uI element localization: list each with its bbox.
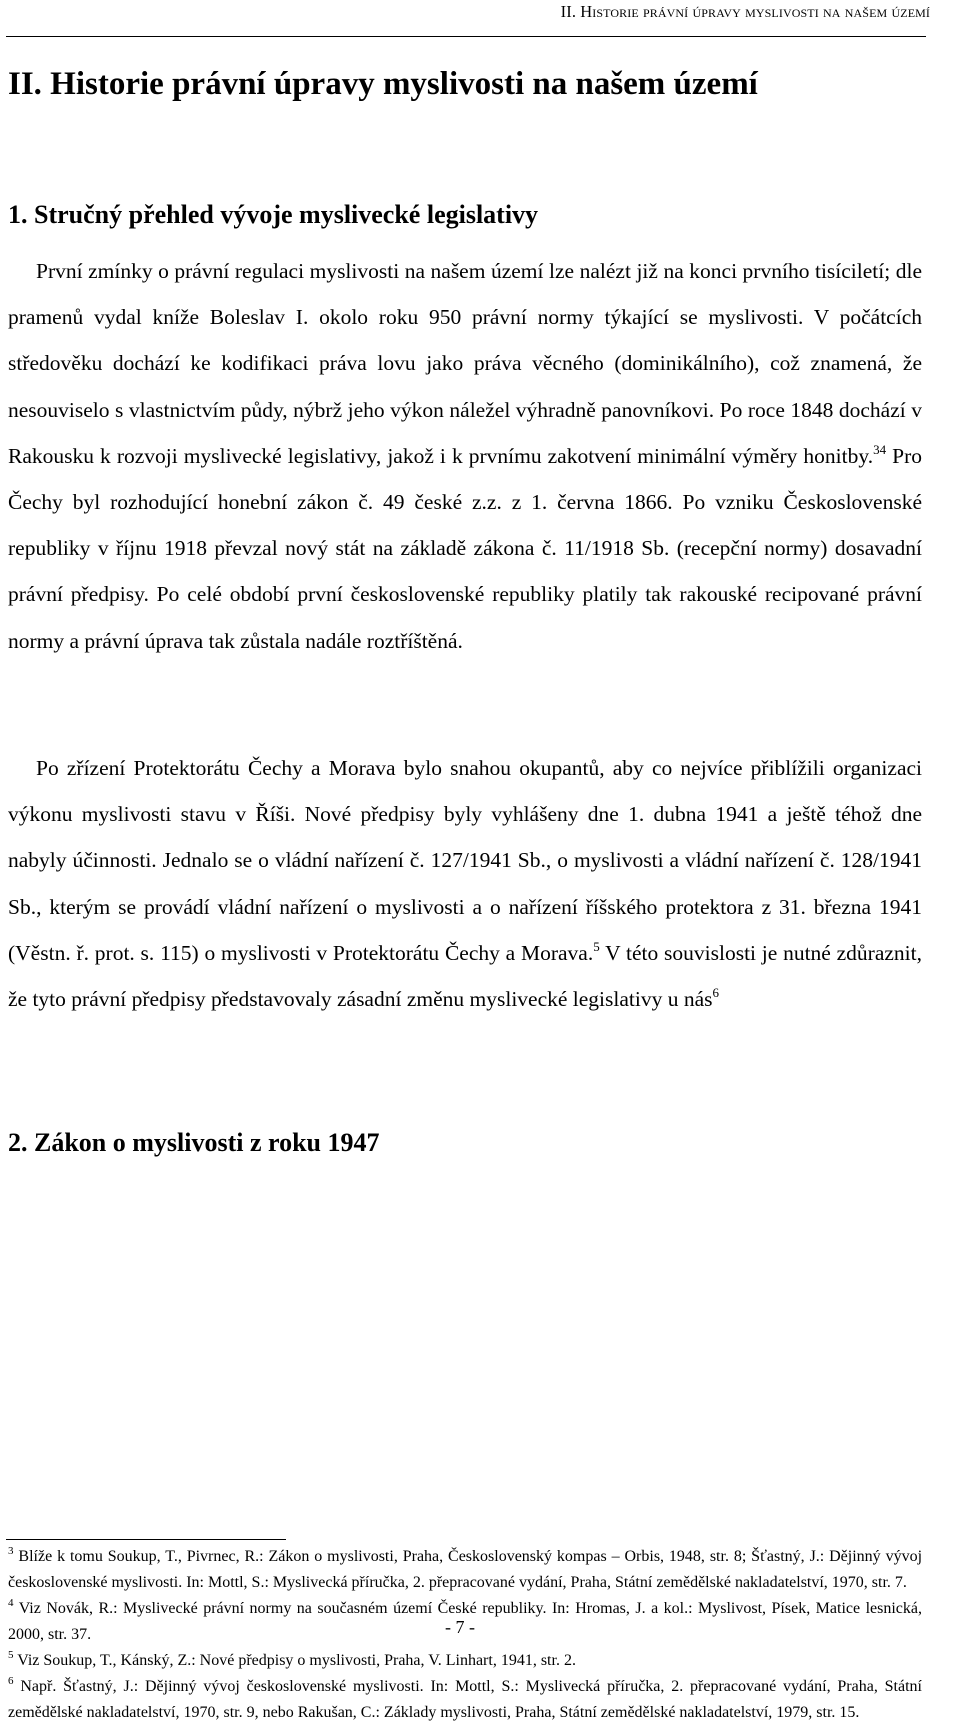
chapter-title: II. Historie právní úpravy myslivosti na našem území <box>8 66 758 102</box>
footnote <box>8 1544 922 1596</box>
paragraph-2-text-b: V této souvislosti je nutné zdůraznit, že tyto právní předpisy představovaly zásadní změnu myslivecké legislativy u nás <box>8 940 922 1012</box>
footnote-ref-6: 6 <box>712 985 720 1001</box>
footnote-number: 5 <box>8 1649 14 1661</box>
paragraph-2 <box>8 745 922 1022</box>
footnote-text: Blíže k tomu Soukup, T., Pivrnec, R.: Zákon o myslivosti, Praha, Československý kompas – Orbis, 1948, str. 8; Šťastný, J.: Dějinný vývoj československé myslivosti. In: Mottl, S.: Myslivecká příručka, 2. přepracované vydání, Praha, Státní zemědělské nakladatelství, 1970, str. 7. <box>8 1548 923 1591</box>
paragraph-2-text-a: Po zřízení Protektorátu Čechy a Morava bylo snahou okupantů, aby co nejvíce přiblížili organizaci výkonu myslivosti stavu v Říši. Nové předpisy byly vyhlášeny dne 1. dubna 1941 a ještě téhož dne nabyly účinnosti. Jednalo se o vládní nařízení č. 127/1941 Sb., o myslivosti a vládní nařízení č. 128/1941 Sb., kterým se provádí vládní nařízení o myslivosti a o nařízení říšského protektora z 31. března 1941 (Věstn. ř. prot. s. 115) o myslivosti v Protektorátu Čechy a Morava. <box>8 756 922 965</box>
footnote-number: 4 <box>8 1597 14 1609</box>
footnote-text: Např. Šťastný, J.: Dějinný vývoj československé myslivosti. In: Mottl, S.: Myslivecká příručka, 2. přepracované vydání, Praha, Státní zemědělské nakladatelství, 1970, str. 9, nebo Rakušan, C.: Základy myslivosti, Praha, Státní zemědělské nakladatelství, 1979, str. 15. <box>8 1678 922 1721</box>
section-1-title: 1. Stručný přehled vývoje myslivecké legislativy <box>8 200 539 229</box>
footnote-number: 6 <box>8 1675 14 1687</box>
footnote-text: Viz Soukup, T., Kánský, Z.: Nové předpisy o myslivosti, Praha, V. Linhart, 1941, str. 2. <box>17 1652 576 1669</box>
footnote-number: 3 <box>8 1545 14 1557</box>
footnote-text: Viz Novák, R.: Myslivecké právní normy na současném území České republiky. In: Hromas, J. a kol.: Myslivost, Písek, Matice lesnická, 2000, str. 37. <box>8 1600 923 1643</box>
paragraph-1-text-a: První zmínky o právní regulaci myslivosti na našem území lze nalézt již na konci prvního tisíciletí; dle pramenů vydal kníže Boleslav I. okolo roku 950 právní normy týkající se myslivosti. V počátcích středověku dochází ke kodifikaci práva lovu jako práva věcného (dominikálního), což znamená, že nesouviselo s vlastnictvím půdy, nýbrž jeho výkon náležel výhradně panovníkovi. Po roce 1848 dochází v Rakousku k rozvoji myslivecké legislativy, jakož i k prvnímu zakotvení minimální výměry honitby. <box>8 259 922 468</box>
running-head: II. Historie právní úpravy myslivosti na našem území <box>560 2 930 21</box>
header-rule <box>6 36 926 37</box>
footnote <box>8 1674 922 1726</box>
footnote-separator <box>6 1539 286 1540</box>
footnote <box>8 1648 922 1674</box>
page-number: - 7 - <box>445 1617 475 1637</box>
footnote-ref-5: 5 <box>593 938 600 954</box>
section-2-title: 2. Zákon o myslivosti z roku 1947 <box>8 1128 380 1157</box>
paragraph-1-text-b: Pro Čechy byl rozhodující honební zákon č. 49 české z.z. z 1. června 1866. Po vzniku Československé republiky v říjnu 1918 převzal nový stát na základě zákona č. 11/1918 Sb. (recepční normy) dosavadní právní předpisy. Po celé období první československé republiky platily tak rakouské recipované právní normy a právní úprava tak zůstala nadále roztříštěná. <box>8 443 923 653</box>
footnote-ref-34: 34 <box>873 441 887 457</box>
paragraph-1 <box>8 248 922 664</box>
